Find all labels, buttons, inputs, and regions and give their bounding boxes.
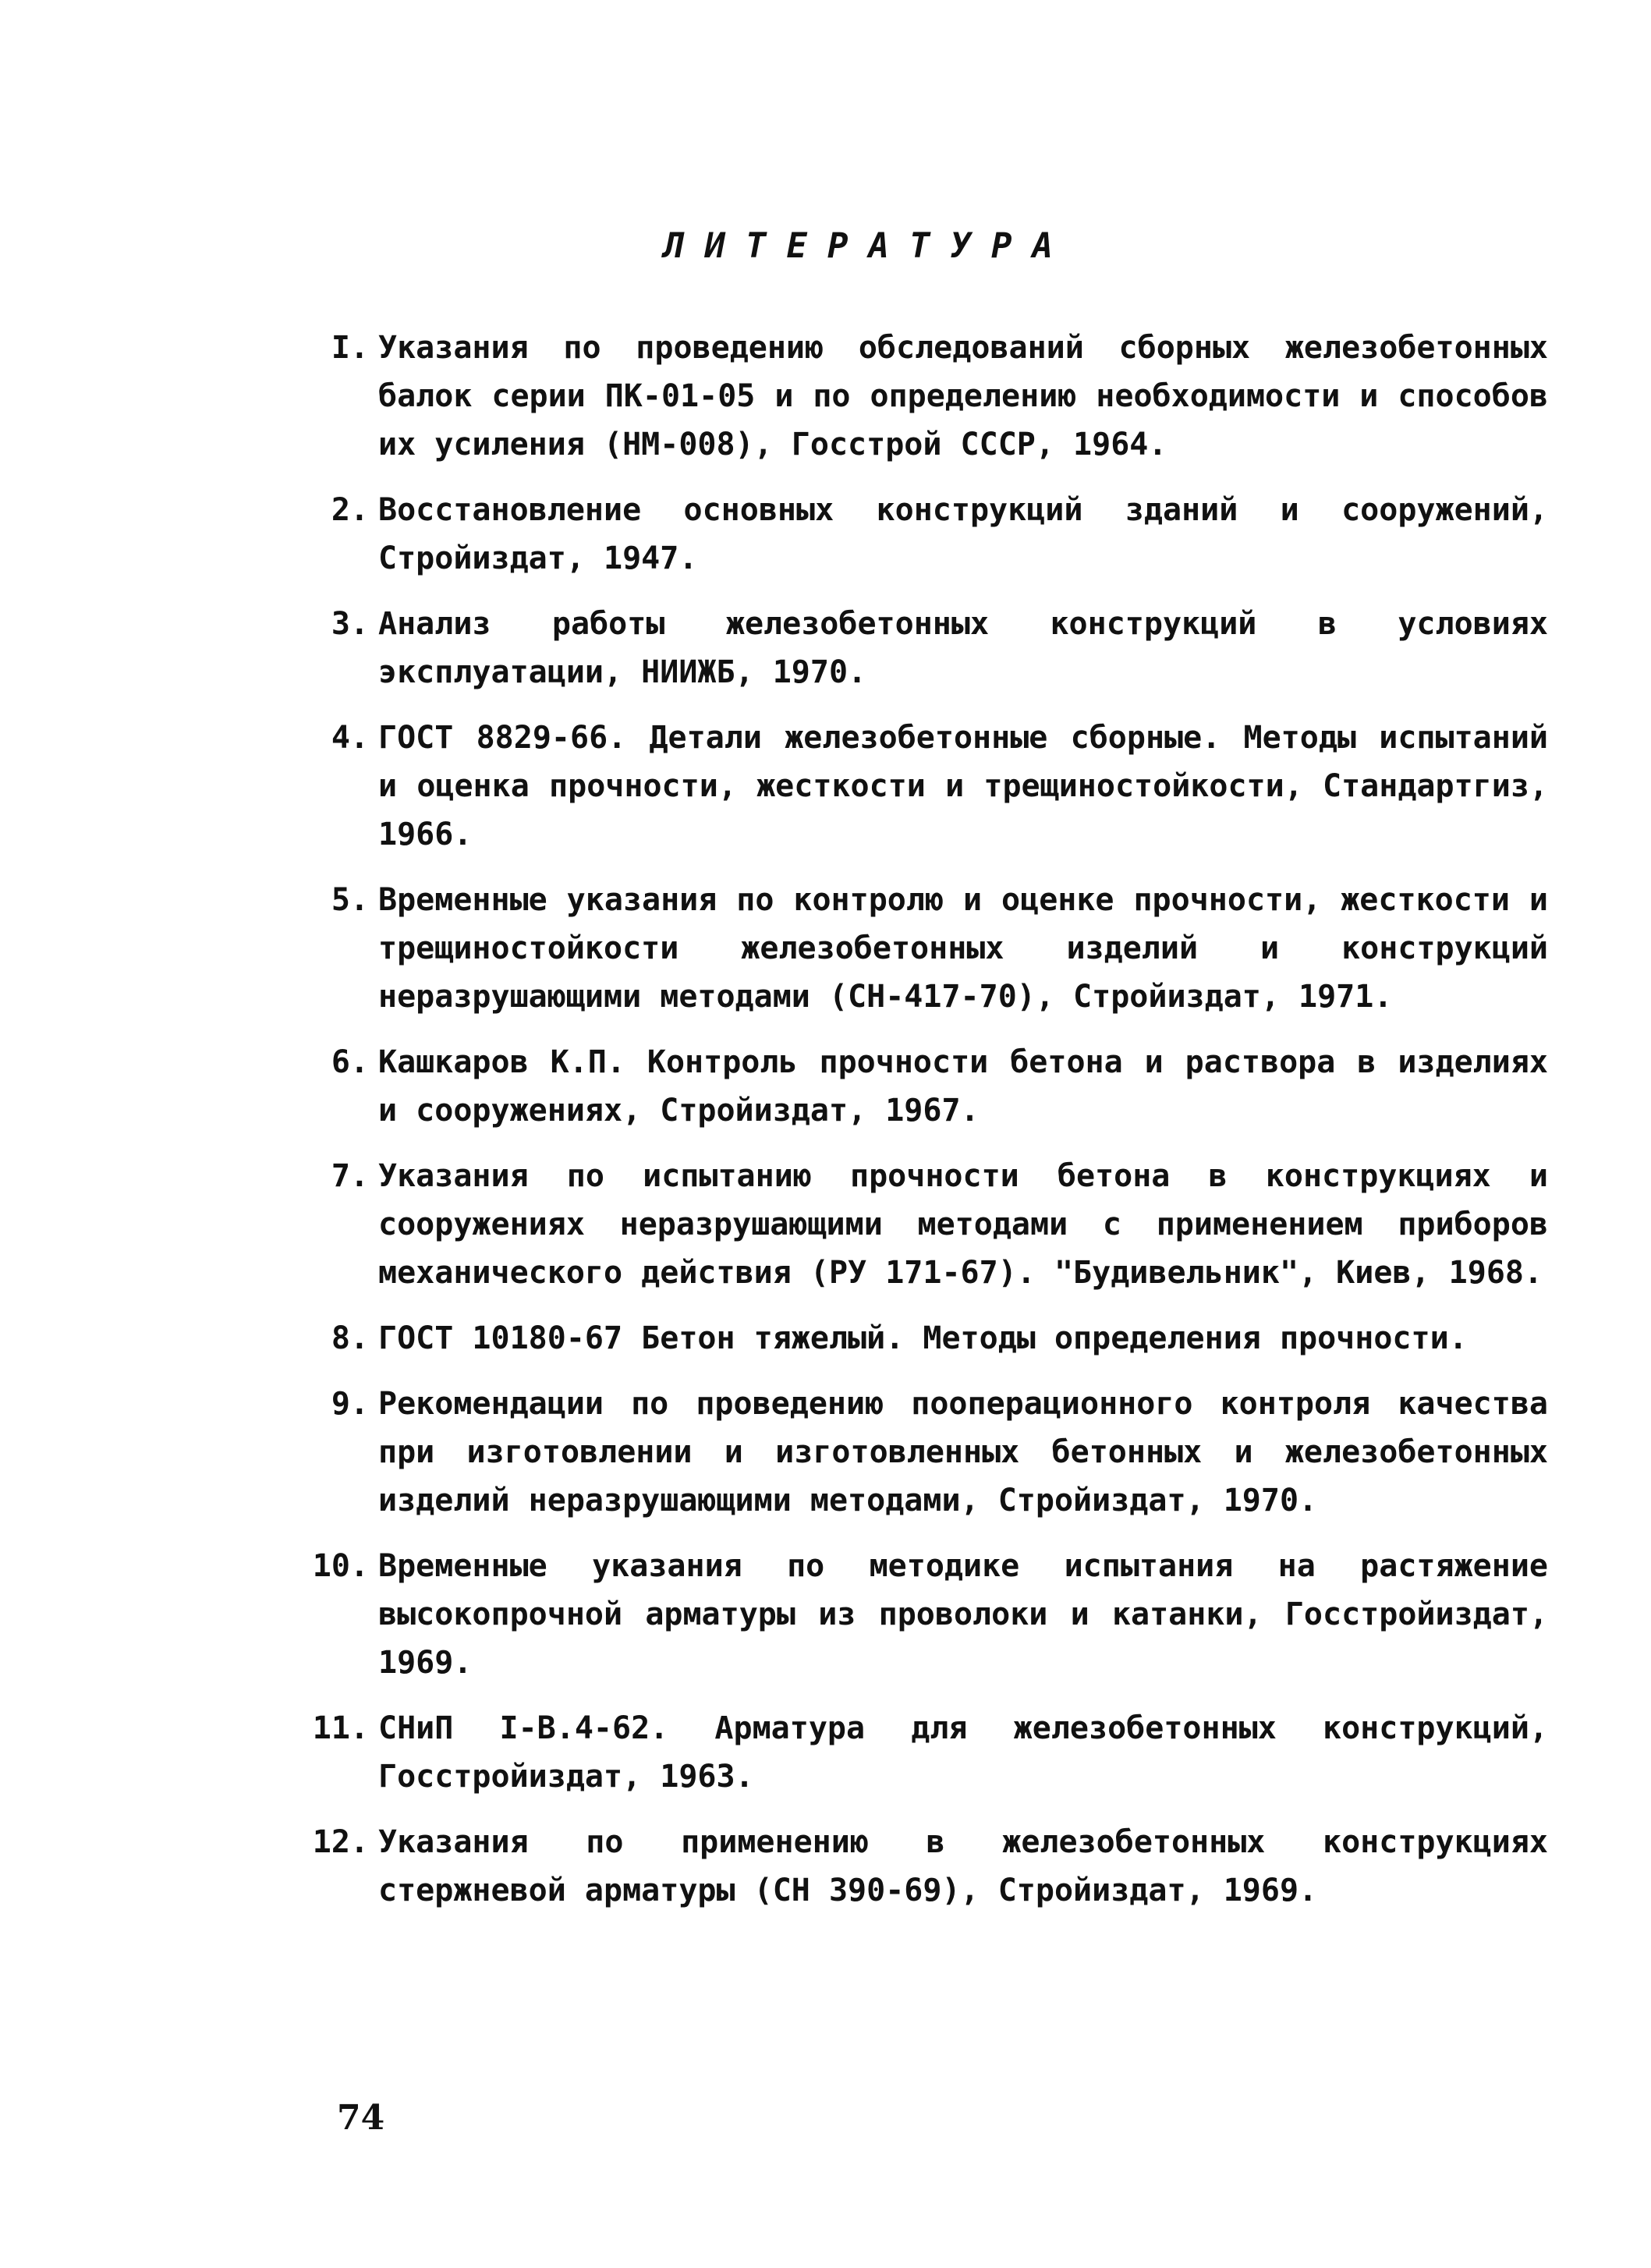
reference-text: Восстановление основных конструкций зданий и сооружений, Стройиздат, 1947. [378, 492, 1548, 576]
reference-text: Указания по испытанию прочности бетона в конструкциях и сооружениях неразрушающими методами с применением приборов механического действия (РУ 171-67). "Будивельник", Киев, 1968. [378, 1158, 1548, 1291]
reference-item [285, 1704, 1548, 1801]
reference-item [285, 714, 1548, 859]
reference-text: Рекомендации по проведению пооперационного контроля качества при изготовлении и изготовленных бетонных и железобетонных изделий неразрушающими методами, Стройиздат, 1970. [378, 1386, 1548, 1518]
reference-list [285, 324, 1548, 1932]
reference-text: Кашкаров К.П. Контроль прочности бетона и раствора в изделиях и сооружениях, Стройиздат, 1967. [378, 1044, 1548, 1129]
reference-number: 9. [331, 1386, 369, 1422]
reference-text: СНиП I-В.4-62. Арматура для железобетонных конструкций, Госстройиздат, 1963. [378, 1710, 1548, 1795]
reference-item [285, 1152, 1548, 1297]
reference-text: Анализ работы железобетонных конструкций в условиях эксплуатации, НИИЖБ, 1970. [378, 606, 1548, 690]
reference-number: 5. [331, 882, 369, 918]
reference-item [285, 324, 1548, 469]
reference-item [285, 1818, 1548, 1915]
reference-item [285, 1314, 1548, 1363]
reference-number: 2. [331, 492, 369, 528]
page-number: 74 [337, 2098, 385, 2138]
reference-item [285, 876, 1548, 1021]
reference-number: 12. [312, 1824, 369, 1860]
page-title: ЛИТЕРАТУРА [664, 226, 1073, 266]
reference-number: 4. [331, 720, 369, 756]
reference-text: ГОСТ 8829-66. Детали железобетонные сборные. Методы испытаний и оценка прочности, жесткости и трещиностойкости, Стандартгиз, 1966. [378, 720, 1548, 852]
reference-number: 8. [331, 1320, 369, 1356]
reference-item [285, 486, 1548, 583]
reference-text: Указания по применению в железобетонных конструкциях стержневой арматуры (СН 390-69), Стройиздат, 1969. [378, 1824, 1548, 1908]
reference-number: 10. [312, 1548, 369, 1584]
reference-text: Временные указания по контролю и оценке прочности, жесткости и трещиностойкости железобетонных изделий и конструкций неразрушающими методами (СН-417-70), Стройиздат, 1971. [378, 882, 1548, 1015]
reference-item [285, 1380, 1548, 1525]
reference-text: Временные указания по методике испытания на растяжение высокопрочной арматуры из проволоки и катанки, Госстройиздат, 1969. [378, 1548, 1548, 1681]
reference-text: Указания по проведению обследований сборных железобетонных балок серии ПК-01-05 и по определению необходимости и способов их усиления (НМ-008), Госстрой СССР, 1964. [378, 330, 1548, 462]
reference-text: ГОСТ 10180-67 Бетон тяжелый. Методы определения прочности. [378, 1320, 1468, 1356]
reference-item [285, 1038, 1548, 1135]
reference-item [285, 1542, 1548, 1687]
reference-number: 3. [331, 606, 369, 642]
reference-number: 6. [331, 1044, 369, 1080]
reference-item [285, 600, 1548, 696]
reference-number: I. [331, 330, 369, 366]
reference-number: 11. [312, 1710, 369, 1746]
reference-number: 7. [331, 1158, 369, 1194]
